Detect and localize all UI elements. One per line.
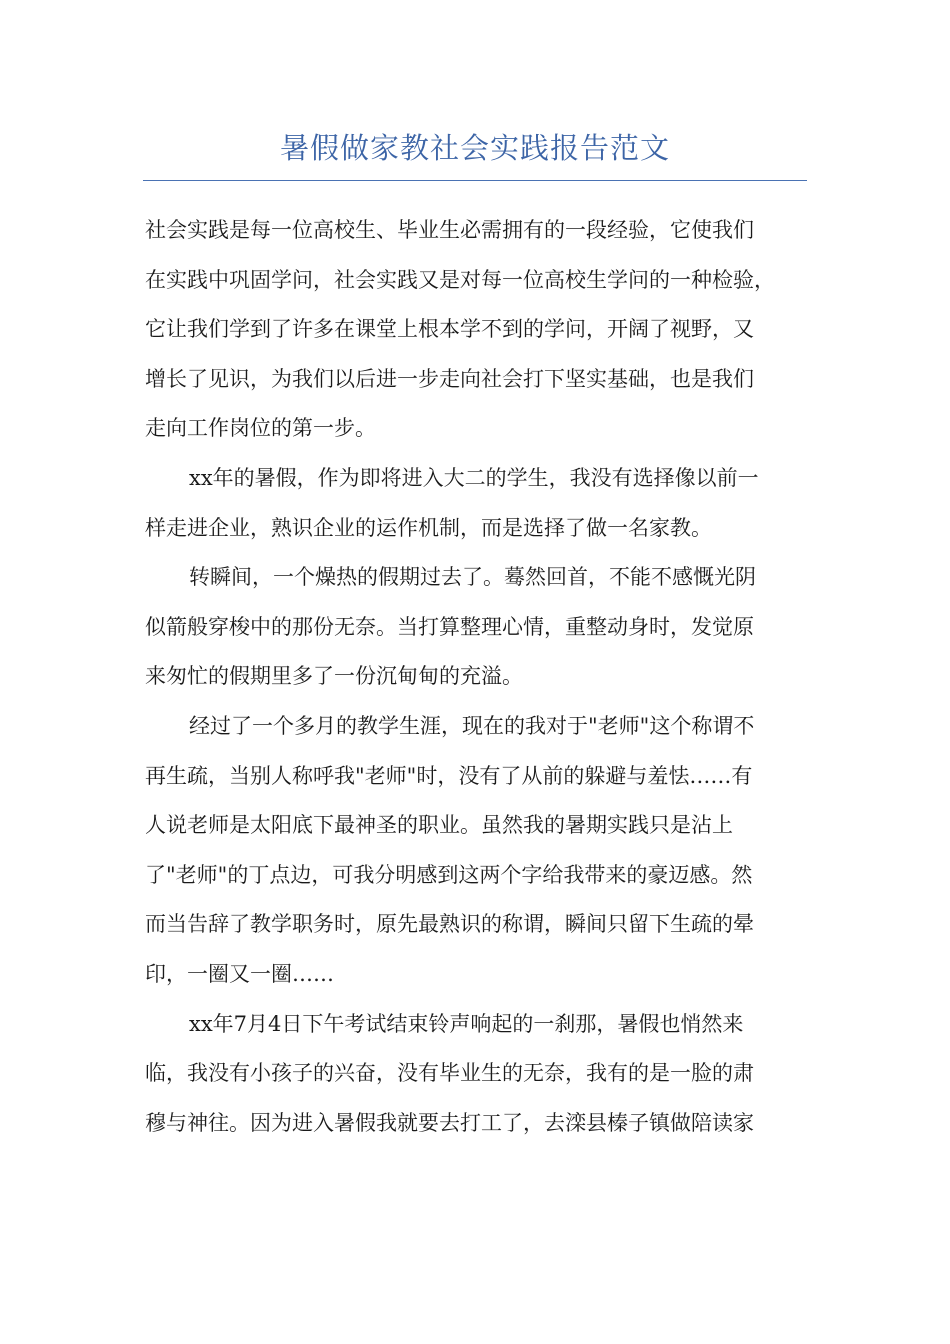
text-line: xx年7月4日下午考试结束铃声响起的一刹那，暑假也悄然来 — [189, 1011, 744, 1036]
text-line: 它让我们学到了许多在课堂上根本学不到的学问，开阔了视野，又 — [145, 317, 754, 342]
text-line: 临，我没有小孩子的兴奋，没有毕业生的无奈，我有的是一脸的肃 — [145, 1061, 754, 1086]
text-line: 样走进企业，熟识企业的运作机制，而是选择了做一名家教。 — [145, 515, 712, 540]
text-line: 来匆忙的假期里多了一份沉甸甸的充溢。 — [145, 664, 523, 689]
text-line: 在实践中巩固学问，社会实践又是对每一位高校生学问的一种检验， — [145, 267, 775, 292]
paragraph-3 — [145, 559, 807, 708]
text-line: xx年的暑假，作为即将进入大二的学生，我没有选择像以前一 — [189, 465, 759, 490]
text-line: 似箭般穿梭中的那份无奈。当打算整理心情，重整动身时，发觉原 — [145, 614, 754, 639]
text-line: 穆与神往。因为进入暑假我就要去打工了，去滦县榛子镇做陪读家 — [145, 1110, 754, 1135]
text-line: 走向工作岗位的第一步。 — [145, 416, 376, 441]
title-underline — [143, 180, 807, 181]
paragraph-1 — [145, 212, 807, 460]
paragraph-2 — [145, 460, 807, 559]
paragraph-5 — [145, 1006, 807, 1155]
text-line: 了"老师"的丁点边，可我分明感到这两个字给我带来的豪迈感。然 — [145, 862, 753, 887]
text-line: 人说老师是太阳底下最神圣的职业。虽然我的暑期实践只是沾上 — [145, 813, 733, 838]
text-line: 再生疏，当别人称呼我"老师"时，没有了从前的躲避与羞怯……有 — [145, 763, 753, 788]
text-line: 增长了见识，为我们以后进一步走向社会打下坚实基础，也是我们 — [145, 366, 754, 391]
document-body — [145, 212, 807, 1154]
text-line: 印，一圈又一圈…… — [145, 961, 334, 986]
text-line: 转瞬间，一个燥热的假期过去了。蓦然回首，不能不感慨光阴 — [189, 565, 756, 590]
text-line: 社会实践是每一位高校生、毕业生必需拥有的一段经验，它使我们 — [145, 218, 754, 242]
document-title: 暑假做家教社会实践报告范文 — [279, 131, 670, 165]
text-line: 经过了一个多月的教学生涯，现在的我对于"老师"这个称谓不 — [189, 713, 755, 738]
paragraph-4 — [145, 708, 807, 1006]
text-line: 而当告辞了教学职务时，原先最熟识的称谓，瞬间只留下生疏的晕 — [145, 912, 754, 937]
